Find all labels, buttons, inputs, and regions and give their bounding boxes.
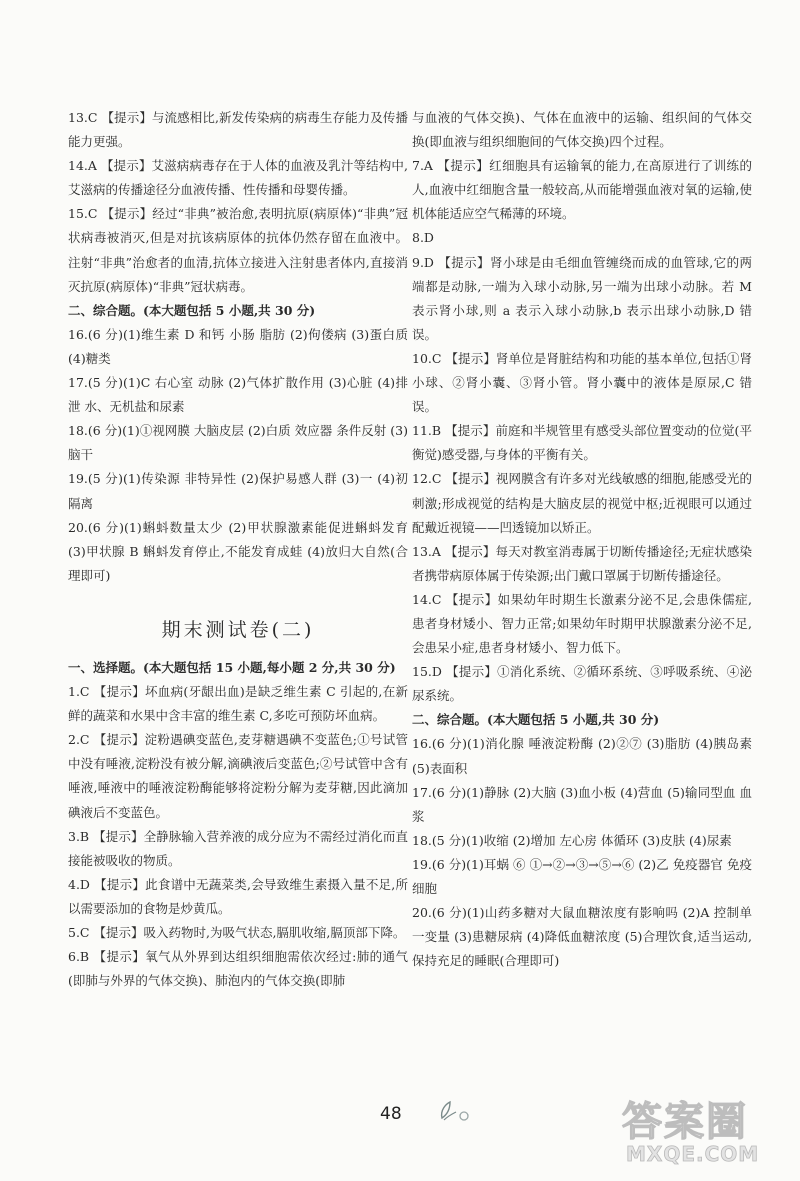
right-column bbox=[412, 106, 752, 973]
watermark bbox=[618, 1090, 788, 1172]
answer-7: 7.A 【提示】红细胞具有运输氧的能力,在高原进行了训练的人,血液中红细胞含量一般较高,从而能增强血液对氧的运输,使机体能适应空气稀薄的环境。 bbox=[412, 158, 752, 222]
watermark-logo-text: 答案圈 bbox=[622, 1099, 748, 1145]
answer-9: 9.D 【提示】肾小球是由毛细血管缠绕而成的血管球,它的两端都是动脉,一端为入球小动脉,另一端为出球小动脉。若 M 表示肾小球,则 a 表示入球小动脉,b 表示出球小动脉,D 错误。 bbox=[412, 254, 752, 342]
section-heading-comprehensive: 二、综合题。(本大题包括 5 小题,共 30 分) bbox=[412, 712, 660, 728]
answer-20: 20.(6 分)(1)山药多糖对大鼠血糖浓度有影响吗 (2)A 控制单一变量 (3)患糖尿病 (4)降低血糖浓度 (5)合理饮食,适当运动,保持充足的睡眠(合理即可) bbox=[412, 905, 752, 969]
answer-16: 16.(6 分)(1)维生素 D 和钙 小肠 脂肪 (2)佝偻病 (3)蛋白质 (4)糖类 bbox=[68, 326, 408, 366]
answer-16: 16.(6 分)(1)消化腺 唾液淀粉酶 (2)②⑦ (3)脂肪 (4)胰岛素 (5)表面积 bbox=[412, 736, 752, 776]
answer-3: 3.B 【提示】全静脉输入营养液的成分应为不需经过消化而直接能被吸收的物质。 bbox=[68, 828, 408, 868]
watermark-url: MXQE.COM bbox=[626, 1142, 760, 1166]
page-number: 48 bbox=[380, 1104, 402, 1124]
test-title: 期末测试卷(二) bbox=[161, 618, 315, 641]
answer-14: 14.C 【提示】如果幼年时期生长激素分泌不足,会患侏儒症,患者身材矮小、智力正常;如果幼年时期甲状腺激素分泌不足,会患呆小症,患者身材矮小、智力低下。 bbox=[412, 591, 752, 656]
answer-17: 17.(6 分)(1)静脉 (2)大脑 (3)血小板 (4)营血 (5)输同型血 血浆 bbox=[412, 784, 752, 824]
answer-19: 19.(5 分)(1)传染源 非特异性 (2)保护易感人群 (3)一 (4)初 隔离 bbox=[68, 471, 408, 511]
answer-2: 2.C 【提示】淀粉遇碘变蓝色,麦芽糖遇碘不变蓝色;①号试管中没有唾液,淀粉没有被分解,滴碘液后变蓝色;②号试管中含有唾液,唾液中的唾液淀粉酶能够将淀粉分解为麦芽糖,因此滴加碘液后不变蓝色。 bbox=[68, 732, 408, 820]
answer-5: 5.C 【提示】吸入药物时,为吸气状态,膈肌收缩,膈顶部下降。 bbox=[68, 925, 406, 940]
left-column bbox=[68, 106, 408, 993]
answer-14: 14.A 【提示】艾滋病病毒存在于人体的血液及乳汁等结构中,艾滋病的传播途径分血液传播、性传播和母婴传播。 bbox=[68, 158, 408, 198]
answer-19: 19.(6 分)(1)耳蜗 ⑥ ①→②→③→⑤→⑥ (2)乙 免疫器官 免疫细胞 bbox=[412, 856, 752, 896]
section-heading-choice: 一、选择题。(本大题包括 15 小题,每小题 2 分,共 30 分) bbox=[68, 659, 396, 675]
answer-12: 12.C 【提示】视网膜含有许多对光线敏感的细胞,能感受光的刺激;形成视觉的结构是大脑皮层的视觉中枢;近视眼可以通过配戴近视镜——凹透镜加以矫正。 bbox=[412, 471, 752, 535]
answer-17: 17.(5 分)(1)C 右心室 动脉 (2)气体扩散作用 (3)心脏 (4)排泄 水、无机盐和尿素 bbox=[68, 375, 408, 415]
answer-1: 1.C 【提示】坏血病(牙龈出血)是缺乏维生素 C 引起的,在新鲜的蔬菜和水果中含丰富的维生素 C,多吃可预防坏血病。 bbox=[68, 684, 408, 724]
answer-6: 6.B 【提示】氧气从外界到达组织细胞需依次经过:肺的通气(即肺与外界的气体交换)、肺泡内的气体交换(即肺 bbox=[68, 949, 408, 989]
answer-4: 4.D 【提示】此食谱中无蔬菜类,会导致维生素摄入量不足,所以需要添加的食物是炒黄瓜。 bbox=[68, 876, 408, 916]
section-heading-comprehensive: 二、综合题。(本大题包括 5 小题,共 30 分) bbox=[68, 302, 316, 318]
answer-15: 15.D 【提示】①消化系统、②循环系统、③呼吸系统、④泌尿系统。 bbox=[412, 664, 752, 704]
answer-18: 18.(6 分)(1)①视网膜 大脑皮层 (2)白质 效应器 条件反射 (3)脑干 bbox=[68, 423, 408, 463]
answer-11: 11.B 【提示】前庭和半规管里有感受头部位置变动的位觉(平衡觉)感受器,与身体的平衡有关。 bbox=[412, 423, 752, 463]
answer-10: 10.C 【提示】肾单位是肾脏结构和功能的基本单位,包括①肾小球、②肾小囊、③肾小管。肾小囊中的液体是原尿,C 错误。 bbox=[412, 350, 752, 415]
answer-20: 20.(6 分)(1)蝌蚪数量太少 (2)甲状腺激素能促进蝌蚪发育 (3)甲状腺 B 蝌蚪发育停止,不能发育成蛙 (4)放归大自然(合理即可) bbox=[68, 519, 408, 583]
answer-18: 18.(5 分)(1)收缩 (2)增加 左心房 体循环 (3)皮肤 (4)尿素 bbox=[412, 832, 732, 848]
answer-8: 8.D bbox=[412, 230, 434, 246]
answer-13: 13.C 【提示】与流感相比,新发传染病的病毒生存能力及传播能力更强。 bbox=[68, 110, 408, 150]
leaf-swirl-icon bbox=[436, 1100, 476, 1124]
answer-15: 15.C 【提示】经过“非典”被治愈,表明抗原(病原体)“非典”冠状病毒被消灭,但是对抗该病原体的抗体仍然存留在血液中。注射“非典”治愈者的血清,抗体立接进入注射患者体内,直接消灭抗原(病原体)“非典”冠状病毒。 bbox=[68, 206, 408, 294]
answer-13: 13.A 【提示】每天对教室消毒属于切断传播途径;无症状感染者携带病原体属于传染源;出门戴口罩属于切断传播途径。 bbox=[412, 543, 752, 583]
answer-6-continued: 与血液的气体交换)、气体在血液中的运输、组织间的气体交换(即血液与组织细胞间的气体交换)四个过程。 bbox=[412, 110, 752, 150]
